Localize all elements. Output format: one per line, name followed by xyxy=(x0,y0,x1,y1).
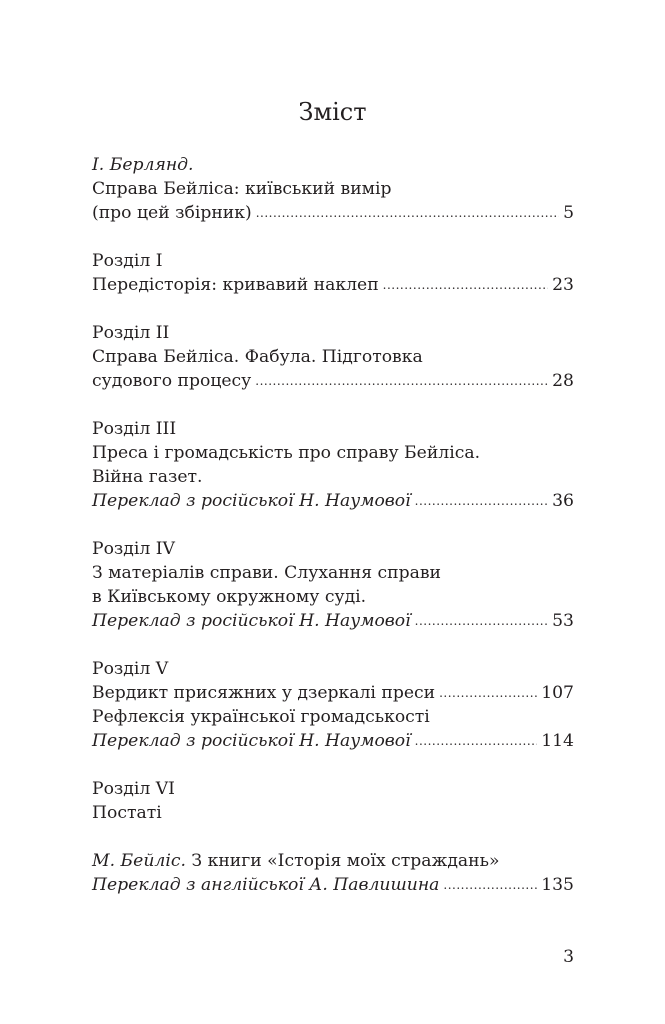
toc-entry-title: Справа Бейліса: київський вимір xyxy=(92,179,392,199)
toc-translator: Переклад з російської Н. Наумової xyxy=(92,611,411,631)
page-number: 3 xyxy=(563,947,574,967)
toc-entry-title: Постаті xyxy=(92,803,162,823)
toc-entry-line xyxy=(92,849,574,873)
toc-section-heading: Розділ V xyxy=(92,659,169,679)
toc-entry-title: Війна газет. xyxy=(92,467,203,487)
dot-leader xyxy=(383,273,548,297)
dot-leader xyxy=(256,201,559,225)
toc-page-number: 114 xyxy=(541,731,574,751)
toc-section-heading: Розділ І xyxy=(92,251,163,271)
toc-entry-line xyxy=(92,489,574,513)
page-title: Зміст xyxy=(298,98,367,126)
toc-section-heading: Розділ VI xyxy=(92,779,175,799)
toc-entry-line xyxy=(92,681,574,705)
toc-section-heading: Розділ ІІ xyxy=(92,323,170,343)
toc-entry-title: Передісторія: кривавий наклеп xyxy=(92,275,379,295)
toc-page-number: 135 xyxy=(541,875,574,895)
dot-leader xyxy=(415,489,548,513)
toc-page-number: 36 xyxy=(552,491,574,511)
toc-entry-line xyxy=(92,873,574,897)
toc-translator: Переклад з російської Н. Наумової xyxy=(92,731,411,751)
toc-page-number: 5 xyxy=(563,203,574,223)
toc-entry-line xyxy=(92,369,574,393)
toc-section-heading: Розділ IV xyxy=(92,539,175,559)
toc-entry-line xyxy=(92,273,574,297)
toc-author: І. Берлянд. xyxy=(92,155,194,175)
dot-leader xyxy=(415,729,538,753)
toc-entry-title: З книги «Історія моїх страждань» xyxy=(191,851,500,871)
toc-section-heading: Розділ ІІІ xyxy=(92,419,177,439)
toc-page-number: 23 xyxy=(552,275,574,295)
toc-entry-title: Рефлексія української громадськості xyxy=(92,707,430,727)
dot-leader xyxy=(439,681,537,705)
toc-entry-title: Преса і громадськість про справу Бейліса. xyxy=(92,443,481,463)
toc-entry-title: (про цей збірник) xyxy=(92,203,252,223)
toc-translator: Переклад з російської Н. Наумової xyxy=(92,491,411,511)
toc-entry-title: Вердикт присяжних у дзеркалі преси xyxy=(92,683,436,703)
toc-translator: Переклад з англійської А. Павлишина xyxy=(92,875,440,895)
toc-entry-title: в Київському окружному суді. xyxy=(92,587,367,607)
toc-entry-title: судового процесу xyxy=(92,371,252,391)
toc-entry-title: З матеріалів справи. Слухання справи xyxy=(92,563,441,583)
toc-entry-title: Справа Бейліса. Фабула. Підготовка xyxy=(92,347,423,367)
table-of-contents xyxy=(92,153,574,897)
dot-leader xyxy=(415,609,548,633)
toc-page-number: 53 xyxy=(552,611,574,631)
toc-author: М. Бейліс. xyxy=(92,851,186,871)
toc-page-number: 107 xyxy=(541,683,574,703)
dot-leader xyxy=(443,873,537,897)
toc-entry-line xyxy=(92,201,574,225)
toc-entry-line xyxy=(92,609,574,633)
toc-page-number: 28 xyxy=(552,371,574,391)
toc-entry-line xyxy=(92,729,574,753)
dot-leader xyxy=(255,369,548,393)
